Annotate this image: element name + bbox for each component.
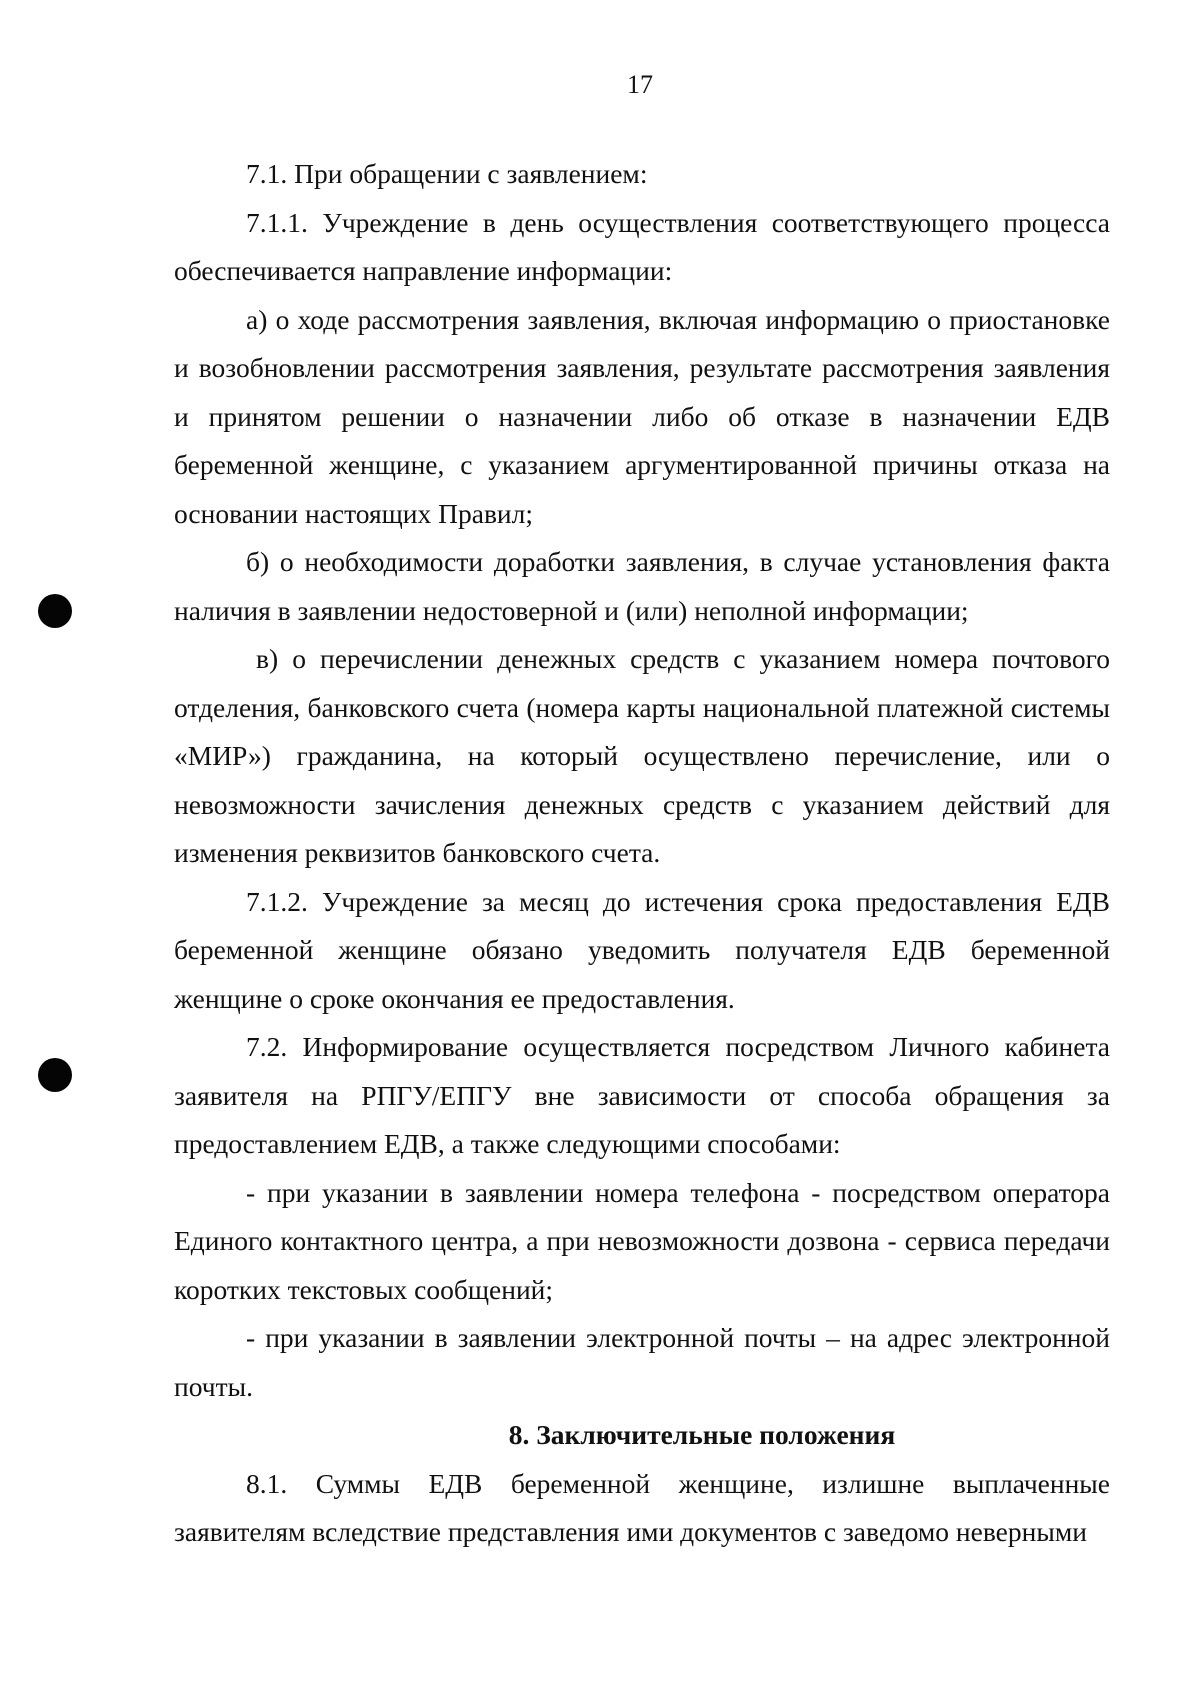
- paragraph-7-1-2: 7.1.2. Учреждение за месяц до истечения срока предоставления ЕДВ беременной женщине обязано уведомить получателя ЕДВ беременной женщине о сроке окончания ее предоставления.: [174, 885, 1110, 1014]
- paragraph-8-1: 8.1. Суммы ЕДВ беременной женщине, излишне выплаченные заявителям вследствие представления ими документов с заведомо неверными: [174, 1467, 1110, 1547]
- section-heading: 8. Заключительные положения: [508, 1419, 896, 1450]
- paragraph-item-a: а) о ходе рассмотрения заявления, включая информацию о приостановке и возобновлении рассмотрения заявления, результате рассмотрения заявления и принятом решении о назначении либо об отказе в назначении ЕДВ беременной женщине, с указанием аргументированной причины отказа на основании настоящих Правил;: [174, 303, 1110, 529]
- document-body: [174, 150, 1110, 1557]
- page-number: 17: [627, 70, 653, 99]
- paragraph-7-1-1: 7.1.1. Учреждение в день осуществления соответствующего процесса обеспечивается направление информации:: [174, 206, 1110, 286]
- paragraph-item-b: б) о необходимости доработки заявления, в случае установления факта наличия в заявлении недостоверной и (или) неполной информации;: [174, 546, 1110, 626]
- paragraph-phone: - при указании в заявлении номера телефона - посредством оператора Единого контактного центра, а при невозможности дозвона - сервиса передачи коротких текстовых сообщений;: [174, 1176, 1110, 1305]
- hole-punch-mark: [38, 594, 72, 628]
- hole-punch-mark: [38, 1058, 72, 1092]
- paragraph-email: - при указании в заявлении электронной почты – на адрес электронной почты.: [174, 1322, 1110, 1402]
- paragraph-7-2: 7.2. Информирование осуществляется посредством Личного кабинета заявителя на РПГУ/ЕПГУ вне зависимости от способа обращения за предоставлением ЕДВ, а также следующими способами:: [174, 1031, 1110, 1159]
- paragraph-7-1: 7.1. При обращении с заявлением:: [246, 158, 648, 189]
- paragraph-item-v: в) о перечислении денежных средств с указанием номера почтового отделения, банковского счета (номера карты национальной платежной системы «МИР») гражданина, на который осуществлено перечисление, или о невозможности зачисления денежных средств с указанием действий для изменения реквизитов банковского счета.: [174, 643, 1110, 868]
